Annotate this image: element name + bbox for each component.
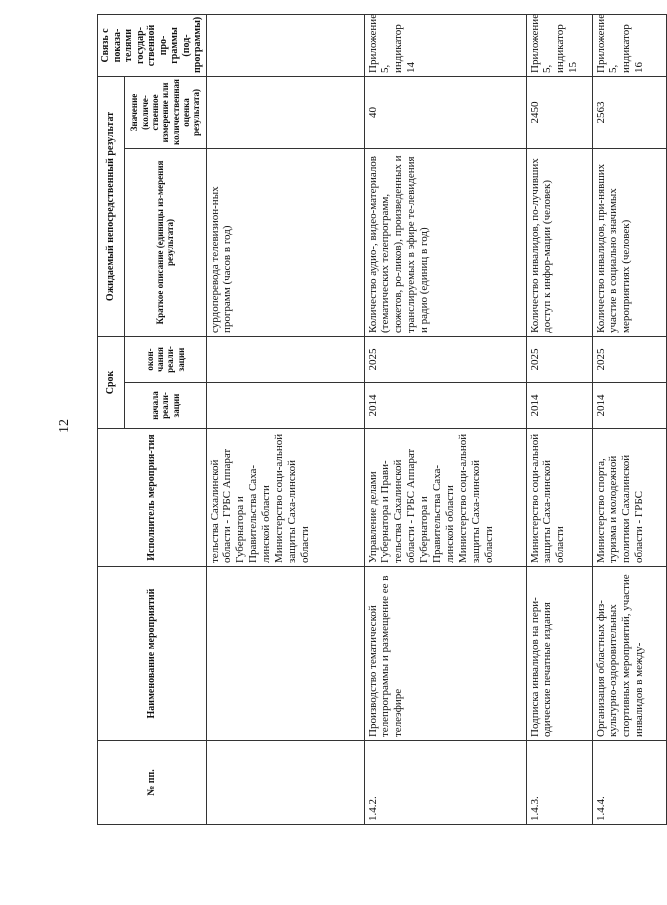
cell-desc: сурдоперевода телевизион-ных программ (часов в год): [206, 148, 364, 336]
cell-start: [206, 383, 364, 429]
cell-desc: Количество инвалидов, при-нявших участие в социально значимых мероприятиях (человек): [592, 148, 666, 336]
cell-value: [206, 76, 364, 148]
cell-start: 2014: [592, 383, 666, 429]
header-link: Связь с показа-телями государ-ственной про-граммы (под-программы): [98, 14, 207, 76]
cell-end: 2025: [526, 336, 592, 382]
cell-end: 2025: [592, 336, 666, 382]
table-row: [364, 14, 526, 824]
cell-start: 2014: [526, 383, 592, 429]
header-result: Ожидаемый непосредственный результат: [98, 76, 125, 336]
cell-executor: Управление делами Губернатора и Прави-тельства Сахалинской области - ГРБС Аппарат Губернатора и Правительства Саха-линской области Министерство соци-альной защиты Саха-линской области: [364, 429, 526, 567]
cell-link: [206, 14, 364, 76]
header-term-end: окон-чания реали-зации: [125, 336, 206, 382]
table-row: [592, 14, 666, 824]
cell-executor: Министерство соци-альной защиты Саха-линской области: [526, 429, 592, 567]
cell-num: 1.4.4.: [592, 741, 666, 825]
cell-value: 40: [364, 76, 526, 148]
table-row: [526, 14, 592, 824]
cell-num: [206, 741, 364, 825]
header-term: Срок: [98, 336, 125, 428]
cell-end: 2025: [364, 336, 526, 382]
header-result-value: Значение (количе-ственное измерение или количественная оценка результата): [125, 76, 206, 148]
cell-link: Приложение 5, индикатор 14: [364, 14, 526, 76]
cell-executor: тельства Сахалинской области - ГРБС Аппарат Губернатора и Правительства Саха-линской области Министерство соци-альной защиты Саха-линской области: [206, 429, 364, 567]
cell-desc: Количество аудио-, видео-материалов (тематических телепрограмм, сюжетов, ро-ликов), произведенных и транслируемых в эфире те-левидения и радио (единиц в год): [364, 148, 526, 336]
rotated-table-container: [97, 13, 646, 825]
page-number: 12: [57, 419, 72, 433]
cell-name: Подписка инвалидов на пери-одические печатные издания: [526, 567, 592, 741]
table-row: [206, 14, 364, 824]
cell-value: 2450: [526, 76, 592, 148]
cell-name: Организация областных физ-культурно-оздоровительных спортивных мероприятий, участие инвалидов в между-: [592, 567, 666, 741]
cell-end: [206, 336, 364, 382]
cell-executor: Министерство спорта, туризма и молодежной политики Сахалинской области - ГРБС: [592, 429, 666, 567]
header-term-start: начала реали-зации: [125, 383, 206, 429]
cell-name: Производство тематической телепрограммы и размещение ее в телеэфире: [364, 567, 526, 741]
header-executor: Исполнитель мероприя-тия: [98, 429, 207, 567]
cell-value: 2563: [592, 76, 666, 148]
header-num: № пп.: [98, 741, 207, 825]
cell-num: 1.4.3.: [526, 741, 592, 825]
header-name: Наименование мероприятий: [98, 567, 207, 741]
cell-link: Приложение 5, индикатор 15: [526, 14, 592, 76]
cell-start: 2014: [364, 383, 526, 429]
cell-name: [206, 567, 364, 741]
cell-desc: Количество инвалидов, по-лучивших доступ к инфор-мации (человек): [526, 148, 592, 336]
program-measures-table: [97, 14, 667, 825]
header-result-desc: Краткое описание (единицы из-мерения результата): [125, 148, 206, 336]
cell-link: Приложение 5, индикатор 16: [592, 14, 666, 76]
cell-num: 1.4.2.: [364, 741, 526, 825]
